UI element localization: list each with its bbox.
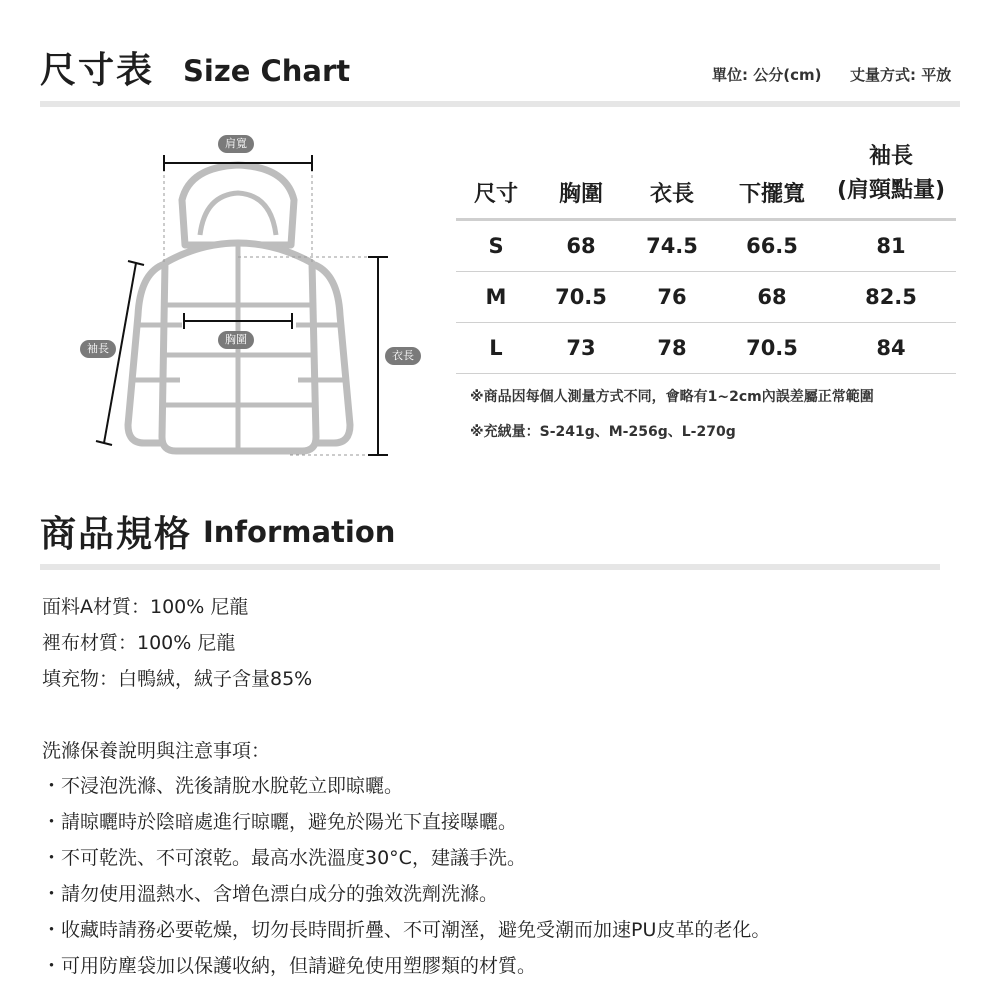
header-sleeve [826,140,956,220]
header-hem-width: 下擺寬 [718,140,826,220]
length-cell: 78 [626,323,718,374]
care-item: ・不浸泡洗滌、洗後請脫水脫乾立即晾曬。 [42,775,404,797]
chest-cell: 68 [536,220,626,272]
chest-cell: 73 [536,323,626,374]
chest-cell: 70.5 [536,272,626,323]
measure-method-label: 丈量方式: 平放 [850,66,952,84]
length-label: 衣長 [385,347,421,365]
info-subtitle: Information [203,515,396,549]
hem-cell: 70.5 [718,323,826,374]
header-divider [40,101,960,107]
fabric-a-material: 面料A材質：100% 尼龍 [42,596,249,618]
care-item: ・不可乾洗、不可滾乾。最高水洗溫度30°C，建議手洗。 [42,847,526,869]
care-item: ・收藏時請務必要乾燥，切勿長時間折疊、不可潮溼，避免受潮而加速PU皮革的老化。 [42,919,771,941]
info-title: 商品規格 [40,514,193,555]
size-cell: M [456,272,536,323]
sleeve-label: 袖長 [80,340,116,358]
size-cell: L [456,323,536,374]
size-cell: S [456,220,536,272]
size-chart-subtitle: Size Chart [183,54,351,88]
unit-label: 單位: 公分(cm) [712,66,822,84]
jacket-diagram [60,125,440,470]
length-cell: 74.5 [626,220,718,272]
size-row-m [456,272,956,323]
hem-cell: 68 [718,272,826,323]
size-chart-title: 尺寸表 [40,50,155,91]
care-item: ・請晾曬時於陰暗處進行晾曬，避免於陽光下直接曝曬。 [42,811,518,833]
size-table [456,140,956,374]
header-sleeve-note: (肩頸點量) [836,178,946,203]
lining-material: 裡布材質：100% 尼龍 [42,632,236,654]
care-title: 洗滌保養說明與注意事項： [42,740,271,762]
hem-cell: 66.5 [718,220,826,272]
filling-material: 填充物：白鴨絨，絨子含量85% [42,668,313,690]
size-row-l [456,323,956,374]
size-table-header [456,140,956,220]
chest-label: 胸圍 [218,331,254,349]
shoulder-label: 肩寬 [218,135,254,153]
header-length: 衣長 [626,140,718,220]
down-fill-note: ※充絨量：S-241g、M-256g、L-270g [470,424,736,440]
length-cell: 76 [626,272,718,323]
header-size: 尺寸 [456,140,536,220]
care-item: ・請勿使用溫熱水、含增色漂白成分的強效洗劑洗滌。 [42,883,499,905]
sleeve-cell: 82.5 [826,272,956,323]
header-sleeve-label: 袖長 [868,144,913,169]
care-item: ・可用防塵袋加以保護收納，但請避免使用塑膠類的材質。 [42,955,537,977]
sleeve-cell: 84 [826,323,956,374]
tolerance-note: ※商品因每個人測量方式不同，會略有1~2cm內誤差屬正常範圍 [470,389,874,405]
size-row-s [456,220,956,272]
sleeve-cell: 81 [826,220,956,272]
info-divider [40,564,940,570]
header-chest: 胸圍 [536,140,626,220]
